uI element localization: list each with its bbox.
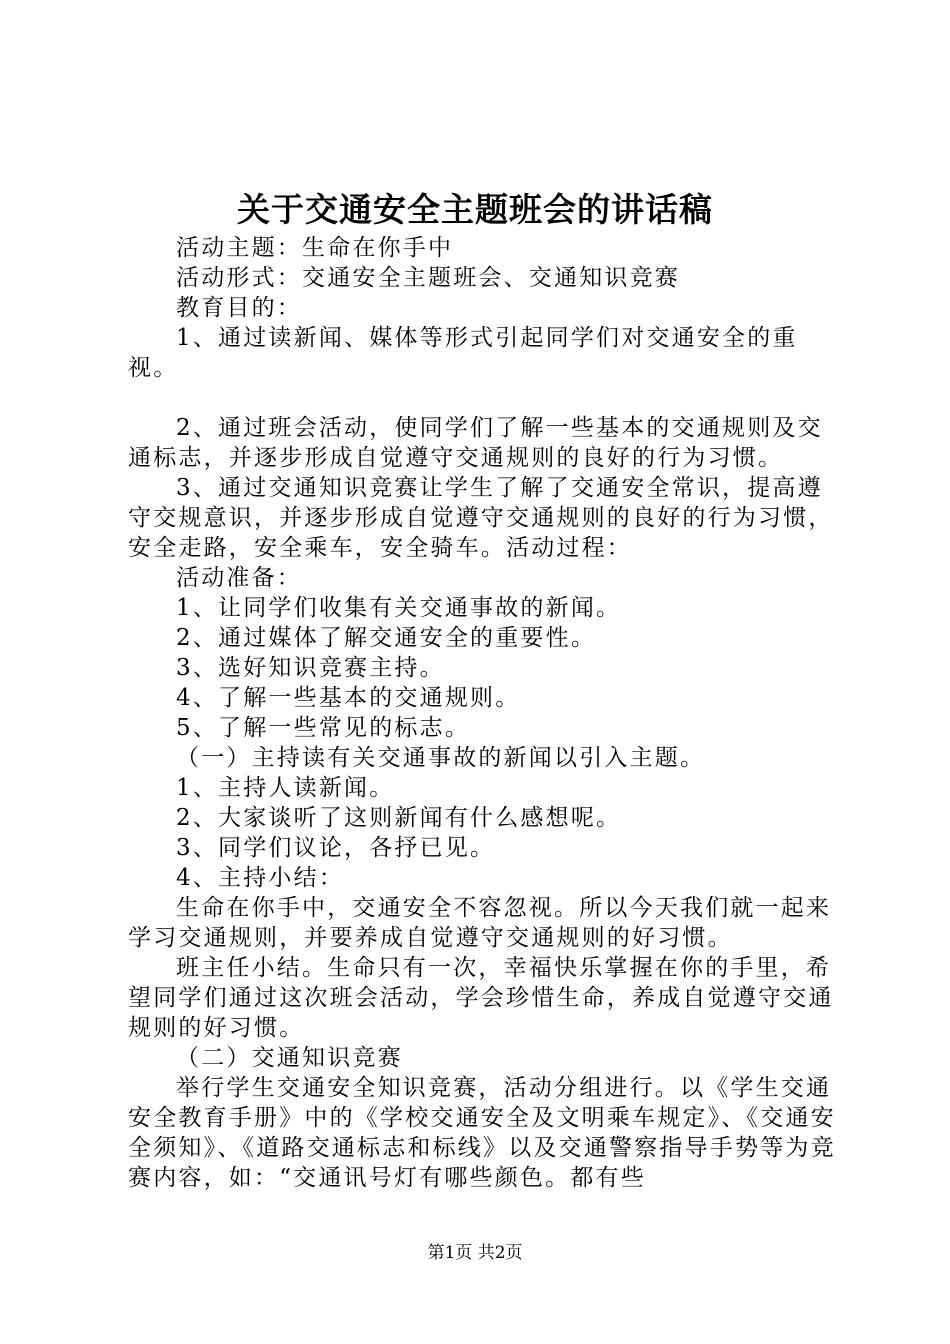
page-footer: 第1页 共2页 xyxy=(427,1243,523,1263)
paragraph-prep-2: 2、通过媒体了解交通安全的重要性。 xyxy=(176,625,597,651)
paragraph-summary: 生命在你手中，交通安全不容忽视。所以今天我们就一起来学习交通规则，并要养成自觉遵守交通规则的好习惯。 xyxy=(128,895,832,951)
paragraph-prep-3: 3、选好知识竞赛主持。 xyxy=(176,655,445,681)
paragraph-format: 活动形式：交通安全主题班会、交通知识竞赛 xyxy=(176,265,680,291)
paragraph-section-1-item-2: 2、大家谈听了这则新闻有什么感想呢。 xyxy=(176,805,622,831)
paragraph-teacher-summary: 班主任小结。生命只有一次，幸福快乐掌握在你的手里，希望同学们通过这次班会活动，学会珍惜生命，养成自觉遵守交通规则的好习惯。 xyxy=(128,955,834,1041)
paragraph-prep-4: 4、了解一些基本的交通规则。 xyxy=(176,685,521,711)
paragraph-prep-heading: 活动准备： xyxy=(176,565,302,591)
paragraph-section-1-item-3: 3、同学们议论，各抒已见。 xyxy=(176,835,496,861)
paragraph-theme: 活动主题：生命在你手中 xyxy=(176,235,454,261)
paragraph-goal-heading: 教育目的： xyxy=(176,295,302,321)
paragraph-section-1-item-1: 1、主持人读新闻。 xyxy=(176,775,395,801)
paragraph-prep-5: 5、了解一些常见的标志。 xyxy=(176,715,471,741)
paragraph-competition: 举行学生交通安全知识竞赛，活动分组进行。以《学生交通安全教育手册》中的《学校交通安全及文明乘车规定》、《交通安全须知》、《道路交通标志和标线》以及交通警察指导手势等为竞赛内容，如：“交通讯号灯有哪些颜色。都有些 xyxy=(128,1075,836,1191)
paragraph-goal-2: 2、通过班会活动，使同学们了解一些基本的交通规则及交通标志，并逐步形成自觉遵守交通规则的良好的行为习惯。 xyxy=(128,415,823,471)
document-title: 关于交通安全主题班会的讲话稿 xyxy=(237,190,713,229)
paragraph-goal-3: 3、通过交通知识竞赛让学生了解了交通安全常识，提高遵守交规意识，并逐步形成自觉遵守交通规则的良好的行为习惯，安全走路，安全乘车，安全骑车。活动过程： xyxy=(128,475,834,561)
paragraph-section-1-item-4: 4、主持小结： xyxy=(176,865,345,891)
paragraph-goal-1: 1、通过读新闻、媒体等形式引起同学们对交通安全的重视。 xyxy=(128,325,798,381)
paragraph-section-1: （一）主持读有关交通事故的新闻以引入主题。 xyxy=(176,745,706,771)
paragraph-prep-1: 1、让同学们收集有关交通事故的新闻。 xyxy=(176,595,622,621)
document-body xyxy=(128,233,840,1193)
paragraph-section-2: （二）交通知识竞赛 xyxy=(176,1045,403,1071)
